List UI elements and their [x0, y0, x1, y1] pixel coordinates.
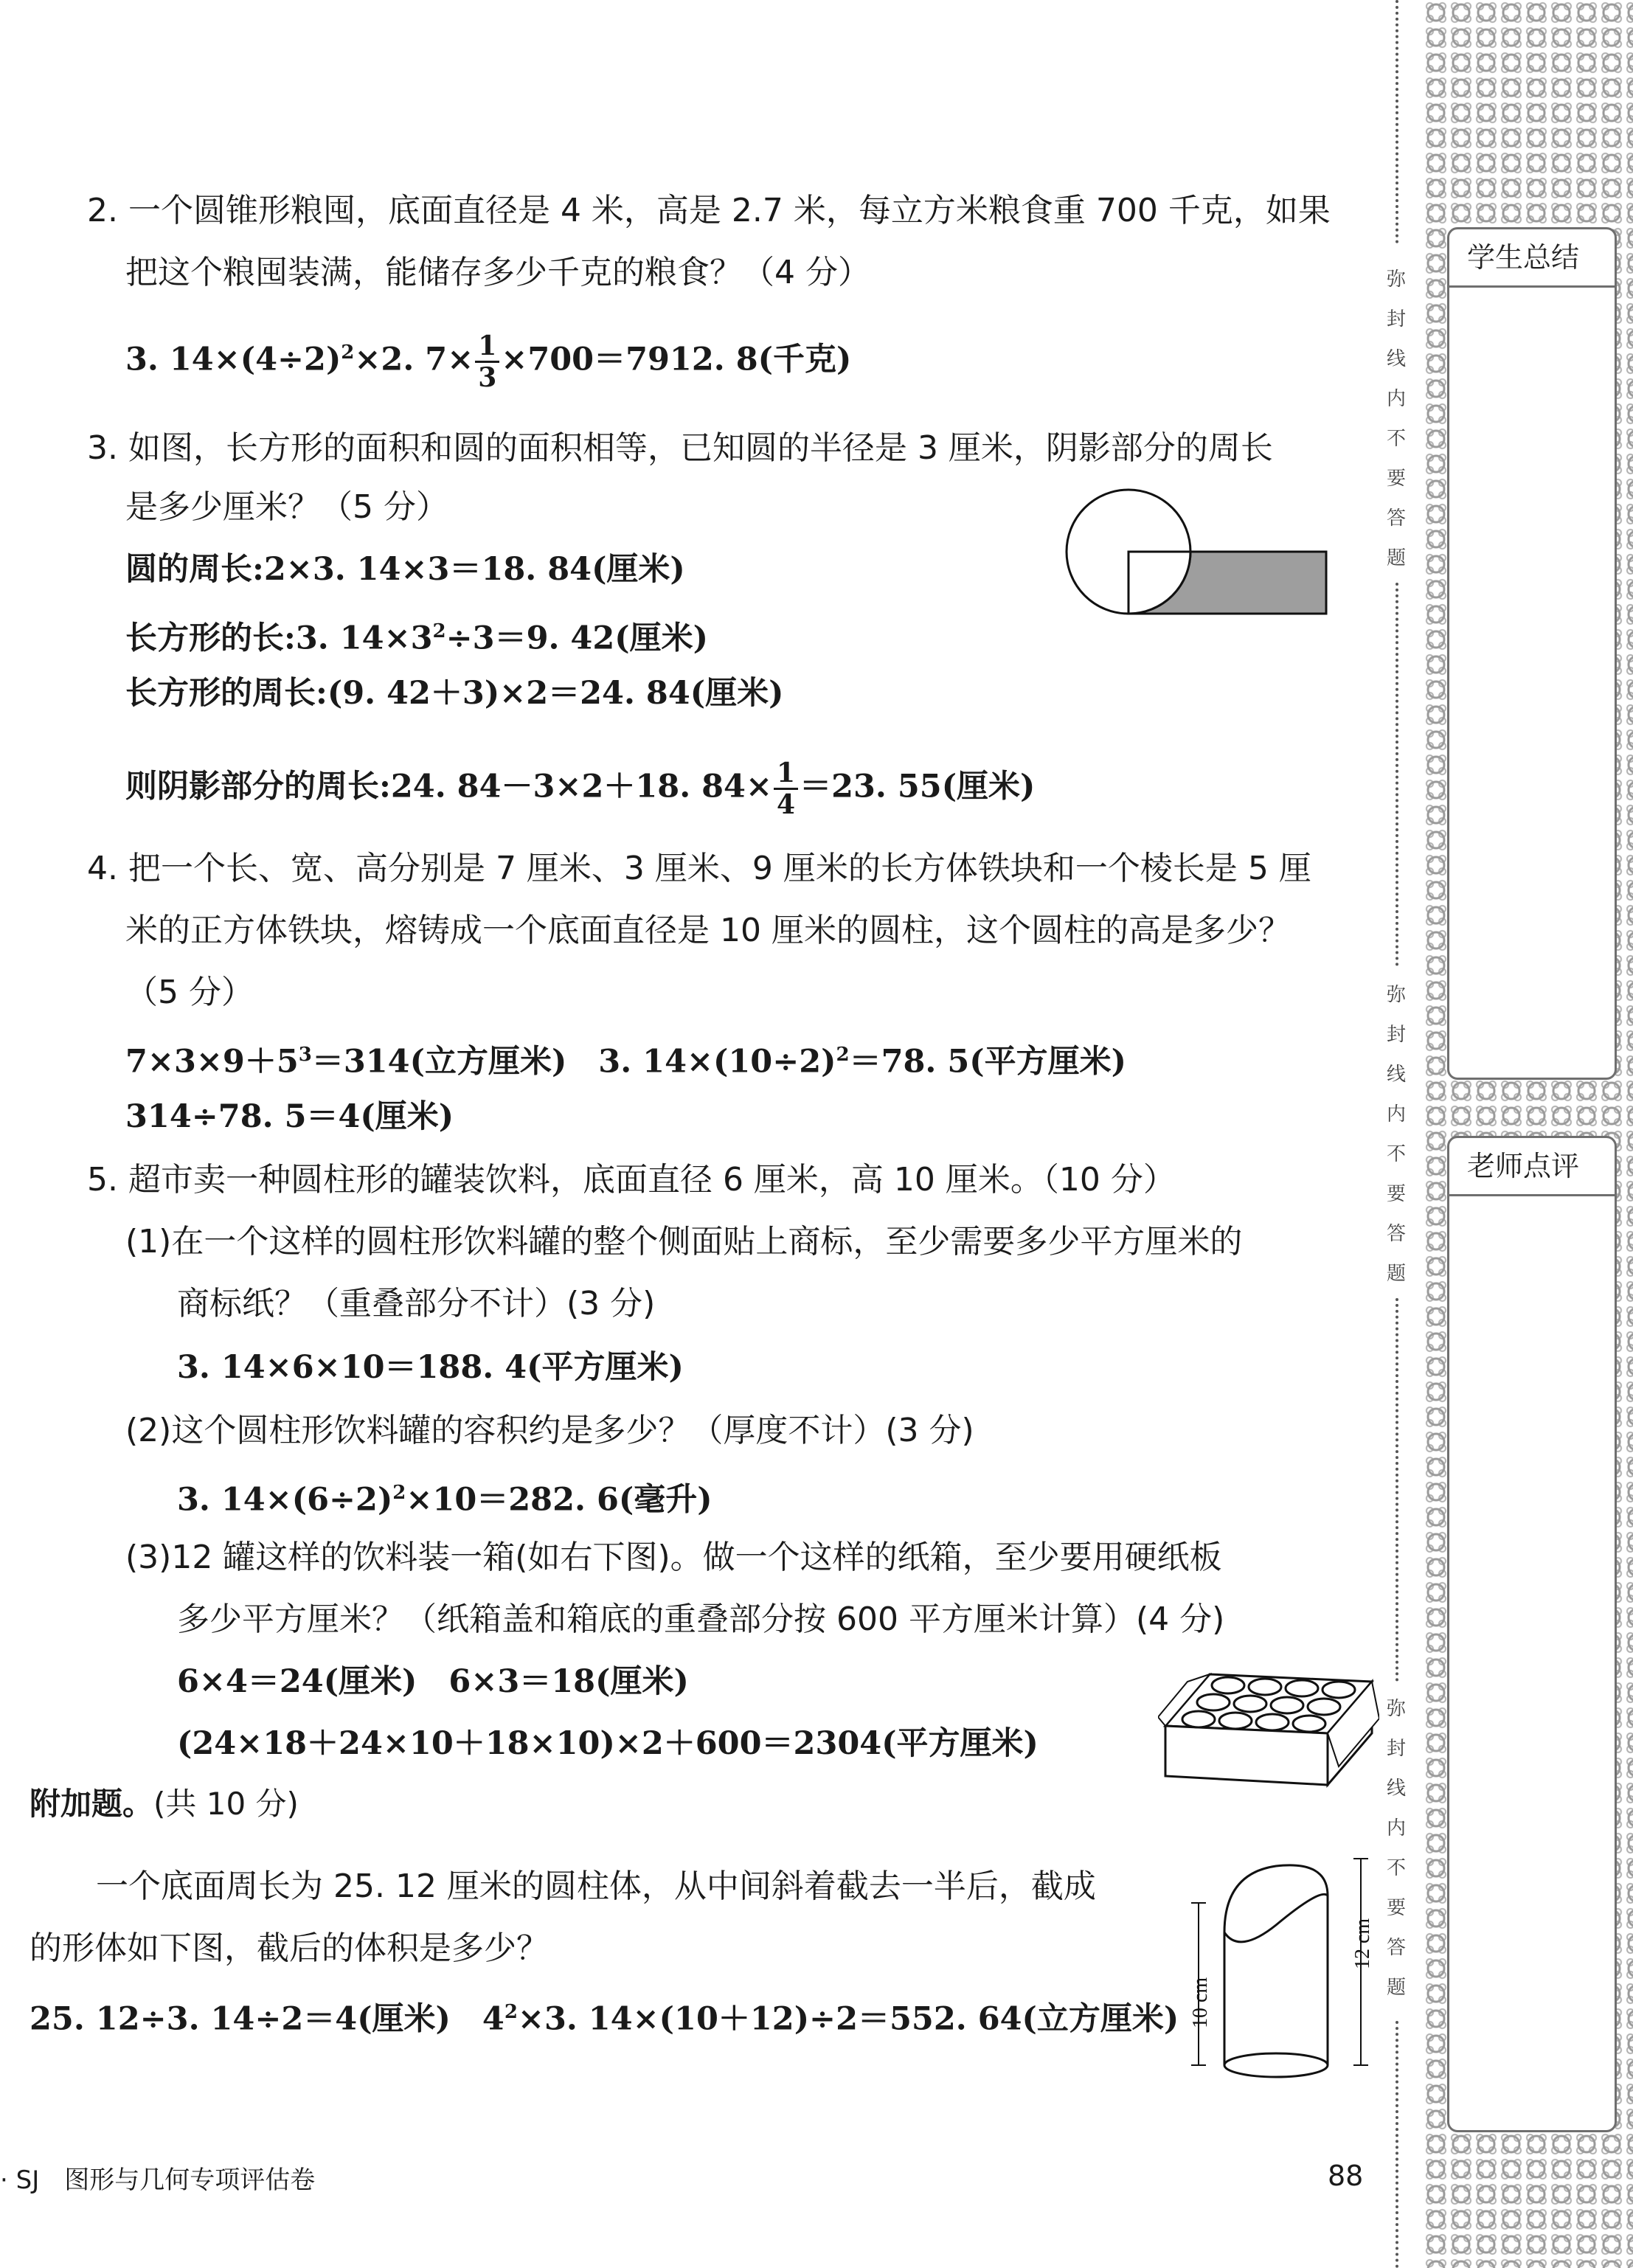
- q2-answer: 3. $14\times(4\div 2)^2\times 2$. 7× $\frac{1}{3}$ ×700＝7912. 8(千克): [125, 330, 852, 393]
- seal-text-2: 弥 封 线 内 不 要 答 题: [1386, 984, 1406, 1285]
- student-summary-title: 学生总结: [1449, 229, 1615, 288]
- q5-line1: 5. 超市卖一种圆柱形的罐装饮料，底面直径 6 厘米，高 10 厘米。（10 分）: [87, 1161, 1176, 1199]
- q5-part3-line1: (3)12 罐这样的饮料装一箱(如右下图)。做一个这样的纸箱，至少要用硬纸板: [125, 1539, 1222, 1576]
- q5-part3-answer-2: (24×18＋24×10＋18×10)×2＋600＝2304(平方厘米): [177, 1725, 1039, 1762]
- q2-line2: 把这个粮囤装满，能储存多少千克的粮食？（4 分）: [125, 254, 870, 291]
- circle-rectangle-figure: [1055, 479, 1379, 634]
- seal-dotted-line: [1395, 0, 1401, 243]
- q5-part1-line1: (1)在一个这样的圆柱形饮料罐的整个侧面贴上商标，至少需要多少平方厘米的: [125, 1223, 1243, 1260]
- q4-line2: 米的正方体铁块，熔铸成一个底面直径是 10 厘米的圆柱，这个圆柱的高是多少？: [125, 912, 1291, 949]
- q3-line2: 是多少厘米？（5 分）: [125, 488, 448, 526]
- q3-line1: 3. 如图，长方形的面积和圆的面积相等，已知圆的半径是 3 厘米，阴影部分的周长: [87, 429, 1273, 467]
- page-number: 88: [1328, 2160, 1364, 2192]
- seal-dotted-line: [1395, 2021, 1401, 2268]
- q3-answer-4: 则阴影部分的周长:24. 84－3×2＋18. 84× $\frac{1}{4}$ ＝23. 55(厘米): [125, 757, 1036, 820]
- teacher-comment-box[interactable]: [1447, 1136, 1617, 2132]
- q5-part1-line2: 商标纸？（重叠部分不计）(3 分): [177, 1285, 656, 1322]
- seal-dotted-line: [1395, 583, 1401, 966]
- bonus-score: (共 10 分): [153, 1786, 299, 1822]
- q2-line1: 2. 一个圆锥形粮囤，底面直径是 4 米，高是 2.7 米，每立方米粮食重 700 千克，如果: [87, 192, 1331, 229]
- label-10cm: 10 cm: [1189, 1977, 1212, 2028]
- student-summary-box[interactable]: [1447, 227, 1617, 1080]
- seal-text-3: 弥 封 线 内 不 要 答 题: [1386, 1698, 1406, 1999]
- q5-part3-answer-1: 6×4＝24(厘米) 6×3＝18(厘米): [177, 1663, 689, 1700]
- q5-part2-line1: (2)这个圆柱形饮料罐的容积约是多少？（厚度不计）(3 分): [125, 1412, 974, 1449]
- box-of-cans-figure: [1158, 1652, 1379, 1792]
- bonus-line1: 一个底面周长为 25. 12 厘米的圆柱体，从中间斜着截去一半后，截成: [96, 1868, 1096, 1905]
- q5-part3-line2: 多少平方厘米？（纸箱盖和箱底的重叠部分按 600 平方厘米计算）(4 分): [177, 1601, 1225, 1638]
- q4-answer-1: $7\times 3\times 9+5^3=314$(立方厘米) 3. $14\times(10\div 2)^2=78$. 5(平方厘米): [125, 1043, 1126, 1081]
- q4-answer-2: 314÷78. 5＝4(厘米): [125, 1098, 454, 1135]
- seal-text-1: 弥 封 线 内 不 要 答 题: [1386, 268, 1406, 569]
- bonus-heading: [30, 1783, 299, 1825]
- bonus-answer: 25. 12÷3. 14÷2＝4(厘米) $4^2\times 3$. 14×(10＋12)÷2＝552. 64(立方厘米): [30, 2000, 1179, 2038]
- q3-answer-1: 圆的周长:2×3. 14×3＝18. 84(厘米): [125, 551, 685, 588]
- q4-line1: 4. 把一个长、宽、高分别是 7 厘米、3 厘米、9 厘米的长方体铁块和一个棱长是 5 厘: [87, 850, 1311, 887]
- label-12cm: 12 cm: [1351, 1918, 1374, 1969]
- q3-answer-2: 长方形的长:3. $14\times 3^2\div 3=9$. 42(厘米): [125, 620, 708, 657]
- q5-part2-answer: 3. $14\times(6\div 2)^2\times 10=282$. 6(毫升): [177, 1481, 713, 1519]
- seal-dotted-line: [1395, 1298, 1401, 1682]
- q4-line3: （5 分）: [125, 974, 254, 1011]
- bonus-title: 附加题。: [30, 1786, 154, 1822]
- teacher-comment-title: 老师点评: [1449, 1138, 1615, 1196]
- footer-left: · SJ 图形与几何专项评估卷: [0, 2165, 316, 2195]
- cut-cylinder-figure: [1180, 1844, 1394, 2080]
- q3-answer-3: 长方形的周长:(9. 42＋3)×2＝24. 84(厘米): [125, 675, 784, 712]
- q5-part1-answer: 3. 14×6×10＝188. 4(平方厘米): [177, 1349, 684, 1386]
- bonus-line2: 的形体如下图，截后的体积是多少？: [30, 1929, 549, 1967]
